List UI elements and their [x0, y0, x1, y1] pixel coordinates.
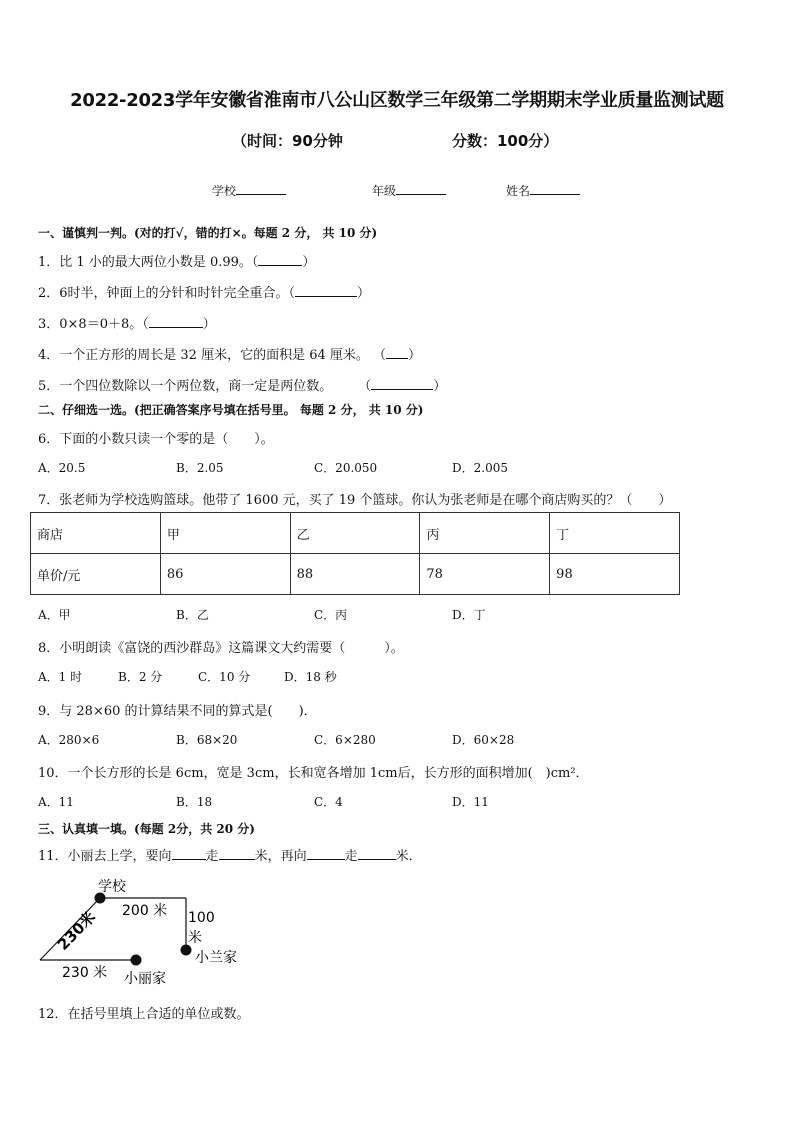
question-9: 9．与 28×60 的计算结果不同的算式是( )． [38, 704, 317, 719]
exam-time: （时间：90分钟 [232, 132, 343, 150]
table-cell: 乙 [290, 513, 420, 554]
question-7: 7．张老师为学校选购篮球。他带了 1600 元，买了 19 个篮球。你认为张老师是在哪个商店购买的？（ ） [38, 493, 672, 508]
xiaoli-dot [131, 955, 142, 966]
table-cell: 单价/元 [31, 554, 161, 595]
question-12: 12．在括号里填上合适的单位或数。 [38, 1007, 250, 1022]
page-title: 2022-2023学年安徽省淮南市八公山区数学三年级第二学期期末学业质量监测试题 [70, 90, 724, 111]
school-label: 学校 [212, 184, 237, 198]
distance-right-label-2: 米 [188, 930, 202, 946]
q6-option-d: D．2.005 [452, 461, 508, 475]
q9-option-c: C．6×280 [314, 733, 376, 747]
school-label: 学校 [98, 879, 126, 895]
table-cell: 98 [550, 554, 680, 595]
distance-top-label: 200 米 [122, 903, 168, 919]
table-cell: 78 [420, 554, 550, 595]
question-4-close: ） [408, 348, 422, 363]
question-1-text: 1．比 1 小的最大两位小数是 0.99。（ [38, 255, 259, 270]
question-3-close: ） [202, 317, 216, 332]
question-5-text: 5．一个四位数除以一个两位数，商一定是两位数。 （ [38, 379, 372, 394]
q10-option-a: A．11 [38, 795, 74, 809]
q11-text-4: 走 [344, 849, 358, 864]
table-cell: 商店 [31, 513, 161, 554]
q7-option-c: C．丙 [314, 608, 348, 622]
table-cell: 86 [160, 554, 290, 595]
q7-option-a: A．甲 [38, 608, 71, 622]
section3-heading: 三、认真填一填。(每题 2分，共 20 分) [38, 822, 255, 836]
q10-option-c: C．4 [314, 795, 343, 809]
exam-score: 分数：100分） [452, 132, 559, 150]
question-1-close: ） [302, 255, 316, 270]
xiaolan-dot [181, 945, 192, 956]
grade-label: 年级 [372, 184, 397, 198]
table-cell: 丁 [550, 513, 680, 554]
question-2-text: 2．6时半，钟面上的分针和时针完全重合。（ [38, 286, 296, 301]
q7-option-b: B．乙 [176, 608, 209, 622]
question-2-close: ） [357, 286, 371, 301]
section1-heading: 一、谨慎判一判。(对的打√，错的打×。每题 2 分， 共 10 分) [38, 226, 378, 240]
q11-text-3: 米，再向 [254, 849, 307, 864]
xiaolan-label: 小兰家 [195, 950, 237, 966]
distance-diagonal-label: 230米 [53, 907, 100, 954]
q8-option-d: D．18 秒 [284, 670, 337, 684]
xiaoli-label: 小丽家 [124, 971, 166, 987]
question-8: 8．小明朗读《富饶的西沙群岛》这篇课文大约需要（ ）。 [38, 641, 404, 656]
distance-bottom-label: 230 米 [62, 965, 108, 981]
q9-option-a: A．280×6 [38, 733, 100, 747]
q8-option-b: B．2 分 [118, 670, 163, 684]
q10-option-d: D．11 [452, 795, 489, 809]
question-3-text: 3．0×8＝0＋8。（ [38, 317, 149, 332]
section2-heading: 二、仔细选一选。(把正确答案序号填在括号里。 每题 2 分， 共 10 分) [38, 403, 424, 417]
question-5-close: ） [433, 379, 447, 394]
question-10: 10．一个长方形的长是 6cm，宽是 3cm，长和宽各增加 1cm后，长方形的面积增加( )cm²． [38, 766, 589, 781]
question-4-text: 4．一个正方形的周长是 32 厘米，它的面积是 64 厘米。 （ [38, 348, 387, 363]
q6-option-a: A．20.5 [38, 461, 86, 475]
q11-text-1: 11．小丽去上学，要向 [38, 849, 172, 864]
table-cell: 88 [290, 554, 420, 595]
q10-option-b: B．18 [176, 795, 213, 809]
q9-option-b: B．68×20 [176, 733, 238, 747]
q11-text-2: 走 [205, 849, 219, 864]
distance-right-label-1: 100 [188, 910, 215, 926]
q8-option-a: A．1 时 [38, 670, 83, 684]
q7-option-d: D．丁 [452, 608, 486, 622]
table-cell: 甲 [160, 513, 290, 554]
q6-option-b: B．2.05 [176, 461, 224, 475]
q6-option-c: C．20.050 [314, 461, 378, 475]
table-cell: 丙 [420, 513, 550, 554]
q11-text-5: 米． [395, 849, 422, 864]
question-6: 6．下面的小数只读一个零的是（ ）。 [38, 432, 274, 447]
name-label: 姓名 [506, 184, 531, 198]
q9-option-d: D．60×28 [452, 733, 515, 747]
q8-option-c: C．10 分 [198, 670, 251, 684]
